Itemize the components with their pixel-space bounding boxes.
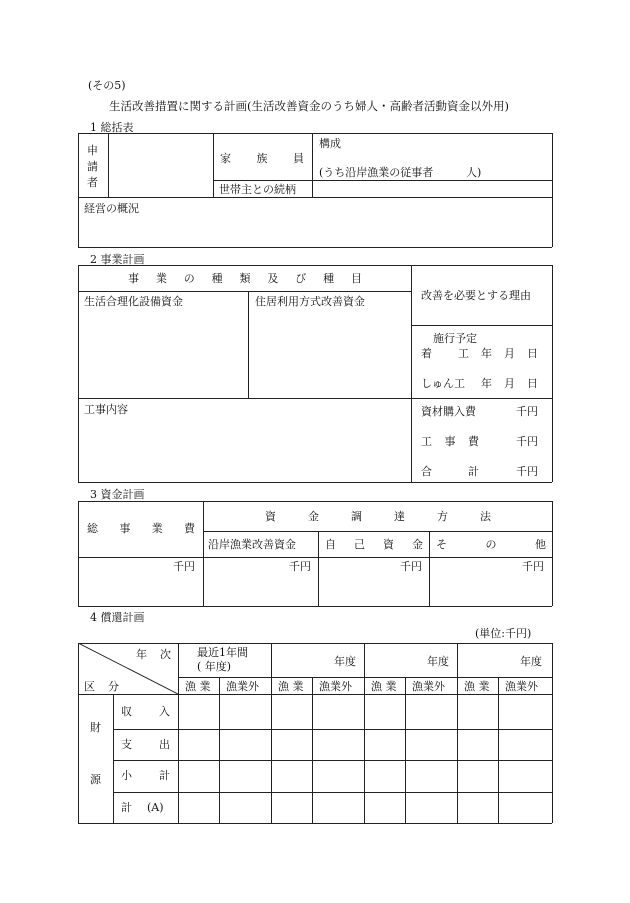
material-cost-unit: 千円: [516, 405, 538, 418]
category-label-char-1: 区: [84, 680, 95, 693]
management-label: 経営の概況: [84, 202, 139, 215]
start-day: 日: [527, 347, 538, 360]
row-income-2: 入: [159, 705, 170, 718]
applicant-char-1: 申: [87, 144, 98, 157]
housing-improvement-fund: 住居利用方式改善資金: [255, 295, 365, 308]
fishery-col-2: 漁 業: [278, 680, 304, 693]
row-expense-2: 出: [159, 738, 170, 751]
recent-year-paren: ( 年度): [197, 660, 232, 673]
unit-note: (単位:千円): [475, 627, 532, 640]
total-unit: 千円: [516, 465, 538, 478]
finish-year: 年: [481, 377, 492, 390]
coastal-fund-label: 沿岸漁業改善資金: [208, 538, 296, 551]
other-fund-unit: 千円: [522, 560, 544, 573]
finish-day: 日: [527, 377, 538, 390]
year-col-4: 年度: [520, 655, 542, 668]
row-expense-1: 支: [121, 738, 132, 751]
relation-label: 世帯主との続柄: [219, 183, 296, 196]
non-fishery-col-3: 漁業外: [412, 680, 445, 693]
non-fishery-col-2: 漁業外: [319, 680, 352, 693]
section1-heading: 1 総括表: [90, 121, 134, 134]
fishery-col-3: 漁 業: [371, 680, 397, 693]
fishery-col-4: 漁 業: [464, 680, 490, 693]
family-label: 家 族 員: [220, 152, 304, 165]
row-subtotal-1: 小: [121, 769, 132, 782]
row-total-1: 計: [121, 801, 132, 814]
reason-label: 改善を必要とする理由: [421, 289, 531, 302]
non-fishery-col-4: 漁業外: [505, 680, 538, 693]
start-month: 月: [504, 347, 515, 360]
schedule-label: 施行予定: [433, 332, 477, 345]
living-facility-fund: 生活合理化設備資金: [84, 295, 183, 308]
finish-month: 月: [504, 377, 515, 390]
total-label: 合 計: [421, 465, 479, 478]
non-fishery-col-1: 漁業外: [226, 680, 259, 693]
section2-heading: 2 事業計画: [90, 253, 145, 266]
composition-label: 構成: [319, 137, 341, 150]
finish-label: しゅん工: [421, 377, 465, 390]
applicant-char-2: 請: [87, 160, 98, 173]
total-cost-label: 総 事 業 費: [87, 522, 195, 535]
material-cost-label: 資材購入費: [421, 405, 476, 418]
business-type-header: 事 業 の 種 類 及 び 種 目: [128, 272, 362, 285]
year-col-2: 年度: [334, 655, 356, 668]
year-col-3: 年度: [427, 655, 449, 668]
composition-unit: 人): [466, 166, 482, 179]
fund-char-1: 財: [90, 721, 101, 734]
year-label-char-2: 次: [160, 648, 171, 661]
total-cost-unit: 千円: [173, 560, 195, 573]
fishery-col-1: 漁 業: [185, 680, 211, 693]
self-fund-unit: 千円: [400, 560, 422, 573]
fund-method-label: 資 金 調 達 方 法: [265, 510, 491, 523]
year-label-char-1: 年: [136, 648, 147, 661]
page-title: 生活改善措置に関する計画(生活改善資金のうち婦人・高齢者活動資金以外用): [109, 99, 509, 113]
construction-cost-unit: 千円: [516, 435, 538, 448]
composition-note: (うち沿岸漁業の従事者: [319, 166, 434, 179]
section4-heading: 4 償還計画: [90, 611, 145, 624]
row-income-1: 収: [121, 705, 132, 718]
work-content-label: 工事内容: [84, 403, 128, 416]
fund-char-2: 源: [90, 773, 101, 786]
applicant-char-3: 者: [87, 176, 98, 189]
category-label-char-2: 分: [108, 680, 119, 693]
start-char-1: 着: [421, 347, 432, 360]
start-year: 年: [481, 347, 492, 360]
row-total-2: (A): [147, 801, 164, 814]
other-fund-label: そ の 他: [436, 538, 546, 551]
construction-cost-label: 工 事 費: [421, 435, 479, 448]
self-fund-label: 自 己 資 金: [325, 538, 423, 551]
recent-year-label: 最近1年間: [197, 646, 248, 659]
coastal-fund-unit: 千円: [289, 560, 311, 573]
section3-heading: 3 資金計画: [90, 488, 145, 501]
start-char-2: 工: [458, 347, 469, 360]
part-number: (その5): [88, 79, 126, 92]
row-subtotal-2: 計: [159, 769, 170, 782]
